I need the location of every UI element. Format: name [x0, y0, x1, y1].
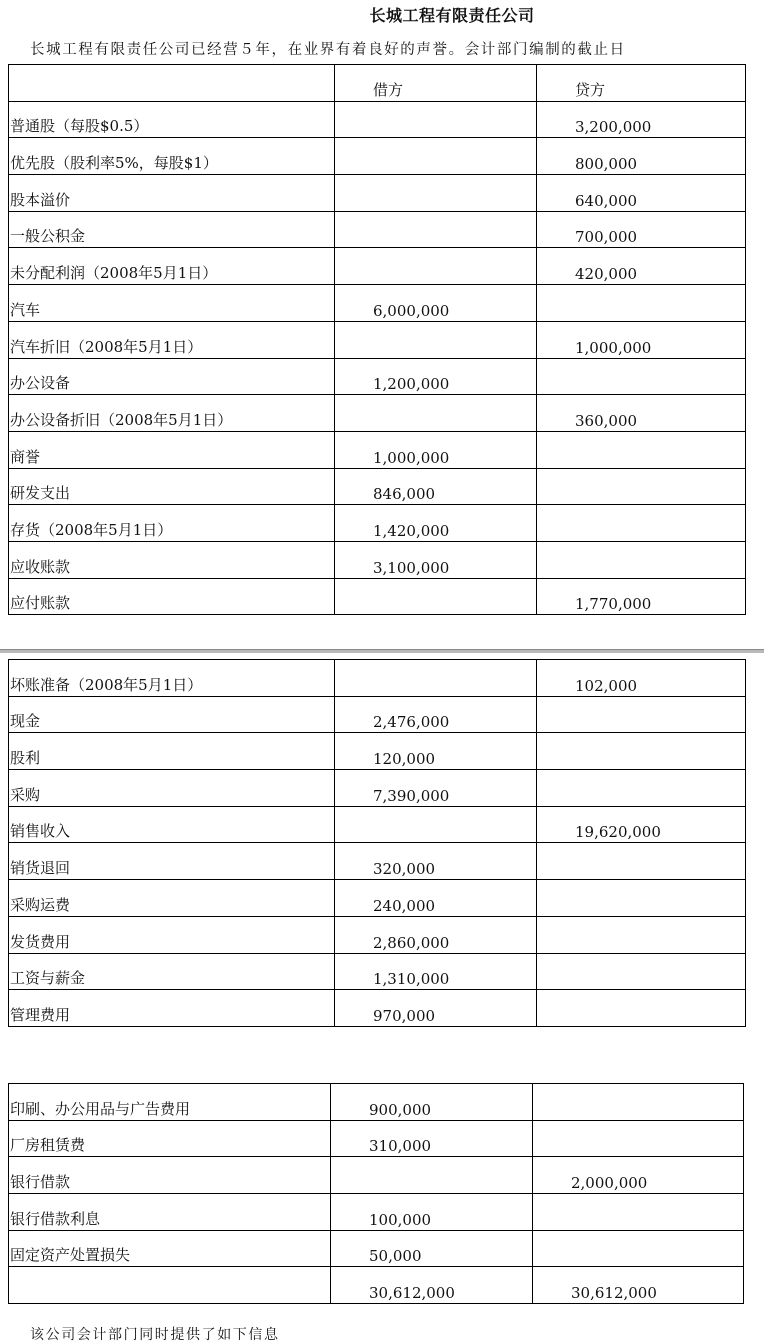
table-row — [9, 175, 746, 212]
account-cell: 固定资产处置损失 — [9, 1230, 331, 1267]
debit-cell — [335, 395, 537, 432]
table-row — [9, 358, 746, 395]
table-row — [9, 770, 746, 807]
credit-cell — [537, 770, 746, 807]
debit-cell — [335, 175, 537, 212]
debit-cell: 30,612,000 — [331, 1267, 533, 1304]
credit-cell: 800,000 — [537, 138, 746, 175]
table-row — [9, 101, 746, 138]
table-row — [9, 733, 746, 770]
credit-cell — [537, 468, 746, 505]
debit-cell: 1,310,000 — [335, 953, 537, 990]
account-cell: 优先股（股利率5%，每股$1） — [9, 138, 335, 175]
table-row — [9, 468, 746, 505]
trial-balance-table-part-2 — [8, 659, 746, 1027]
account-cell: 办公设备折旧（2008年5月1日） — [9, 395, 335, 432]
account-cell — [9, 1267, 331, 1304]
table-row — [9, 1267, 744, 1304]
table-row — [9, 880, 746, 917]
account-cell: 采购 — [9, 770, 335, 807]
table-row — [9, 431, 746, 468]
credit-cell — [537, 696, 746, 733]
table-row — [9, 1194, 744, 1231]
footer-text: 该公司会计部门同时提供了如下信息 — [30, 1327, 280, 1343]
credit-cell: 3,200,000 — [537, 101, 746, 138]
table-row — [9, 953, 746, 990]
table-row — [9, 505, 746, 542]
debit-cell: 6,000,000 — [335, 285, 537, 322]
table-row — [9, 1120, 744, 1157]
table-row — [9, 321, 746, 358]
table-row — [9, 806, 746, 843]
debit-cell — [331, 1157, 533, 1194]
account-cell: 股利 — [9, 733, 335, 770]
credit-cell — [537, 285, 746, 322]
account-cell: 应付账款 — [9, 578, 335, 615]
table-row — [9, 285, 746, 322]
account-cell: 股本溢价 — [9, 175, 335, 212]
account-cell: 未分配利润（2008年5月1日） — [9, 248, 335, 285]
account-cell: 销货退回 — [9, 843, 335, 880]
credit-cell: 30,612,000 — [533, 1267, 744, 1304]
credit-cell: 1,770,000 — [537, 578, 746, 615]
debit-cell: 2,476,000 — [335, 696, 537, 733]
debit-cell: 970,000 — [335, 990, 537, 1027]
trial-balance-table-part-3 — [8, 1083, 744, 1304]
credit-cell: 640,000 — [537, 175, 746, 212]
credit-cell: 1,000,000 — [537, 321, 746, 358]
credit-cell — [537, 990, 746, 1027]
account-cell: 银行借款 — [9, 1157, 331, 1194]
account-cell: 办公设备 — [9, 358, 335, 395]
credit-cell: 700,000 — [537, 211, 746, 248]
credit-cell — [537, 916, 746, 953]
document-title: 长城工程有限责任公司 — [369, 6, 535, 25]
credit-cell — [537, 431, 746, 468]
credit-cell — [533, 1194, 744, 1231]
debit-cell: 240,000 — [335, 880, 537, 917]
trial-balance-table-part-1 — [8, 64, 746, 615]
account-cell: 采购运费 — [9, 880, 335, 917]
credit-cell: 360,000 — [537, 395, 746, 432]
debit-cell: 1,420,000 — [335, 505, 537, 542]
table-row — [9, 916, 746, 953]
table-row — [9, 990, 746, 1027]
debit-cell: 846,000 — [335, 468, 537, 505]
debit-cell — [335, 660, 537, 697]
debit-cell — [335, 248, 537, 285]
credit-cell — [533, 1230, 744, 1267]
debit-cell — [335, 578, 537, 615]
debit-cell: 1,000,000 — [335, 431, 537, 468]
intro-text: 长城工程有限责任公司已经营５年，在业界有着良好的声誉。会计部门编制的截止日 — [30, 42, 626, 58]
credit-cell — [537, 843, 746, 880]
debit-cell: 3,100,000 — [335, 541, 537, 578]
debit-cell: 1,200,000 — [335, 358, 537, 395]
debit-cell: 320,000 — [335, 843, 537, 880]
credit-cell: 19,620,000 — [537, 806, 746, 843]
debit-cell — [335, 321, 537, 358]
table-row — [9, 138, 746, 175]
debit-cell: 120,000 — [335, 733, 537, 770]
credit-cell — [537, 953, 746, 990]
table-row — [9, 1084, 744, 1121]
debit-cell: 900,000 — [331, 1084, 533, 1121]
debit-cell — [335, 211, 537, 248]
credit-cell — [533, 1120, 744, 1157]
debit-cell: 7,390,000 — [335, 770, 537, 807]
header-debit: 借方 — [335, 65, 537, 102]
account-cell: 管理费用 — [9, 990, 335, 1027]
credit-cell — [537, 358, 746, 395]
account-cell: 汽车 — [9, 285, 335, 322]
credit-cell — [537, 880, 746, 917]
table-row — [9, 1230, 744, 1267]
account-cell: 研发支出 — [9, 468, 335, 505]
account-cell: 银行借款利息 — [9, 1194, 331, 1231]
debit-cell: 100,000 — [331, 1194, 533, 1231]
account-cell: 应收账款 — [9, 541, 335, 578]
header-credit: 贷方 — [537, 65, 746, 102]
account-cell: 商誉 — [9, 431, 335, 468]
account-cell: 坏账准备（2008年5月1日） — [9, 660, 335, 697]
account-cell: 一般公积金 — [9, 211, 335, 248]
account-cell: 普通股（每股$0.5） — [9, 101, 335, 138]
credit-cell: 420,000 — [537, 248, 746, 285]
account-cell: 汽车折旧（2008年5月1日） — [9, 321, 335, 358]
credit-cell: 2,000,000 — [533, 1157, 744, 1194]
debit-cell: 2,860,000 — [335, 916, 537, 953]
table-row — [9, 1157, 744, 1194]
table-row — [9, 578, 746, 615]
debit-cell: 50,000 — [331, 1230, 533, 1267]
table-row — [9, 696, 746, 733]
credit-cell — [533, 1084, 744, 1121]
account-cell: 销售收入 — [9, 806, 335, 843]
table-row — [9, 248, 746, 285]
table-row — [9, 541, 746, 578]
table-row — [9, 660, 746, 697]
page-break-divider — [0, 649, 764, 653]
account-cell: 厂房租赁费 — [9, 1120, 331, 1157]
account-cell: 发货费用 — [9, 916, 335, 953]
account-cell: 工资与薪金 — [9, 953, 335, 990]
account-cell: 存货（2008年5月1日） — [9, 505, 335, 542]
debit-cell — [335, 806, 537, 843]
credit-cell — [537, 541, 746, 578]
table-row — [9, 211, 746, 248]
table-row — [9, 843, 746, 880]
account-cell: 现金 — [9, 696, 335, 733]
debit-cell — [335, 101, 537, 138]
credit-cell — [537, 733, 746, 770]
debit-cell — [335, 138, 537, 175]
credit-cell — [537, 505, 746, 542]
account-cell: 印刷、办公用品与广告费用 — [9, 1084, 331, 1121]
header-account — [9, 65, 335, 102]
debit-cell: 310,000 — [331, 1120, 533, 1157]
credit-cell: 102,000 — [537, 660, 746, 697]
table-header-row — [9, 65, 746, 102]
table-row — [9, 395, 746, 432]
